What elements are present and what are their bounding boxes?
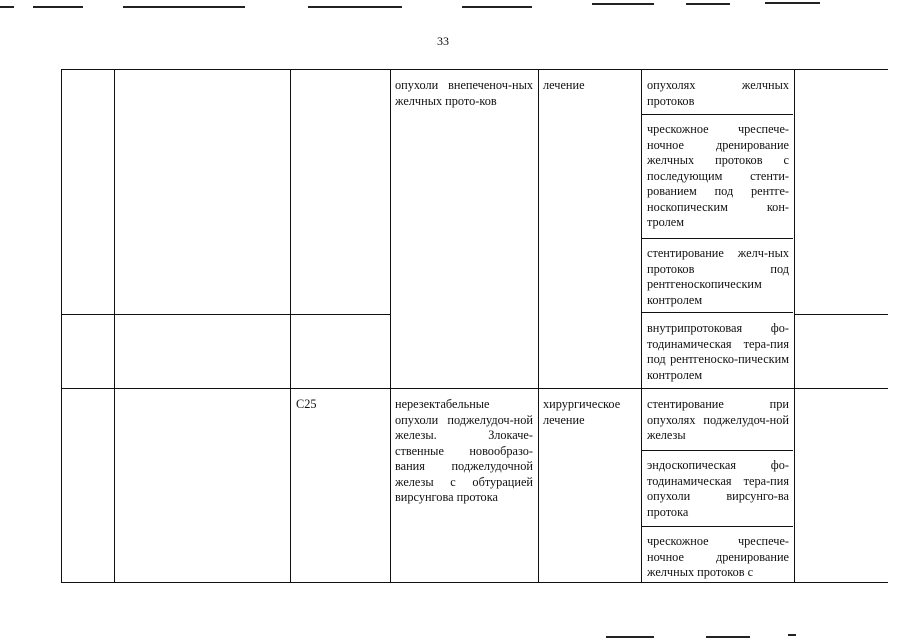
scan-artifact-line <box>123 6 245 8</box>
method-rule <box>641 312 793 313</box>
scan-artifact-line <box>788 634 796 636</box>
table-rule <box>61 314 390 315</box>
table-rule <box>794 314 888 315</box>
scan-artifact-line <box>308 6 402 8</box>
table-rule <box>61 69 888 70</box>
page-number: 33 <box>437 34 449 48</box>
table-rule <box>390 69 391 583</box>
scan-artifact-line <box>606 636 654 638</box>
method-cell: эндоскопическая фо-тодинамическая тера-пия опухоли вирсунго-ва протока <box>647 458 789 519</box>
scan-artifact-line <box>462 6 532 8</box>
treatment-type-cell: хирургическое лечение <box>543 397 621 427</box>
scan-artifact-line <box>686 3 730 5</box>
table-rule <box>794 69 795 583</box>
scan-artifact-line <box>765 2 820 4</box>
scan-artifact-line <box>706 636 750 638</box>
scan-artifact-line <box>0 6 14 8</box>
table-rule <box>538 69 539 583</box>
table-rule <box>641 69 642 583</box>
method-cell: опухолях желчных протоков <box>647 78 789 108</box>
method-cell: чрескожное чреспече-ночное дренирование желчных протоков с <box>647 534 789 579</box>
scan-artifact-line <box>592 3 654 5</box>
table-rule <box>61 388 888 389</box>
method-cell: внутрипротоковая фо-тодинамическая тера-пия под рентгеноско-пическим контролем <box>647 321 789 382</box>
scan-artifact-line <box>33 6 83 8</box>
table-rule <box>61 69 62 583</box>
method-rule <box>641 450 793 451</box>
method-rule <box>641 526 793 527</box>
method-rule <box>641 114 793 115</box>
method-cell: стентирование желч-ных протоков под рентгеноскопическим контролем <box>647 246 789 307</box>
method-rule <box>641 238 793 239</box>
table-rule <box>61 582 888 583</box>
table-rule <box>114 69 115 583</box>
diagnosis-cell: нерезектабельные опухоли поджелудоч-ной железы. Злокаче-ственные новообразо-вания поджелудочной железы с обтурацией вирсунгова протока <box>395 397 533 504</box>
method-cell: стентирование при опухолях поджелудоч-ной железы <box>647 397 789 442</box>
table-rule <box>290 69 291 583</box>
method-cell: чрескожное чреспече-ночное дренирование желчных протоков с последующим стенти-рованием под рентге-носкопическим кон-тролем <box>647 122 789 229</box>
treatment-type-cell: лечение <box>543 78 585 92</box>
code-cell: C25 <box>296 397 317 411</box>
diagnosis-cell: опухоли внепеченоч-ных желчных прото-ков <box>395 78 533 108</box>
